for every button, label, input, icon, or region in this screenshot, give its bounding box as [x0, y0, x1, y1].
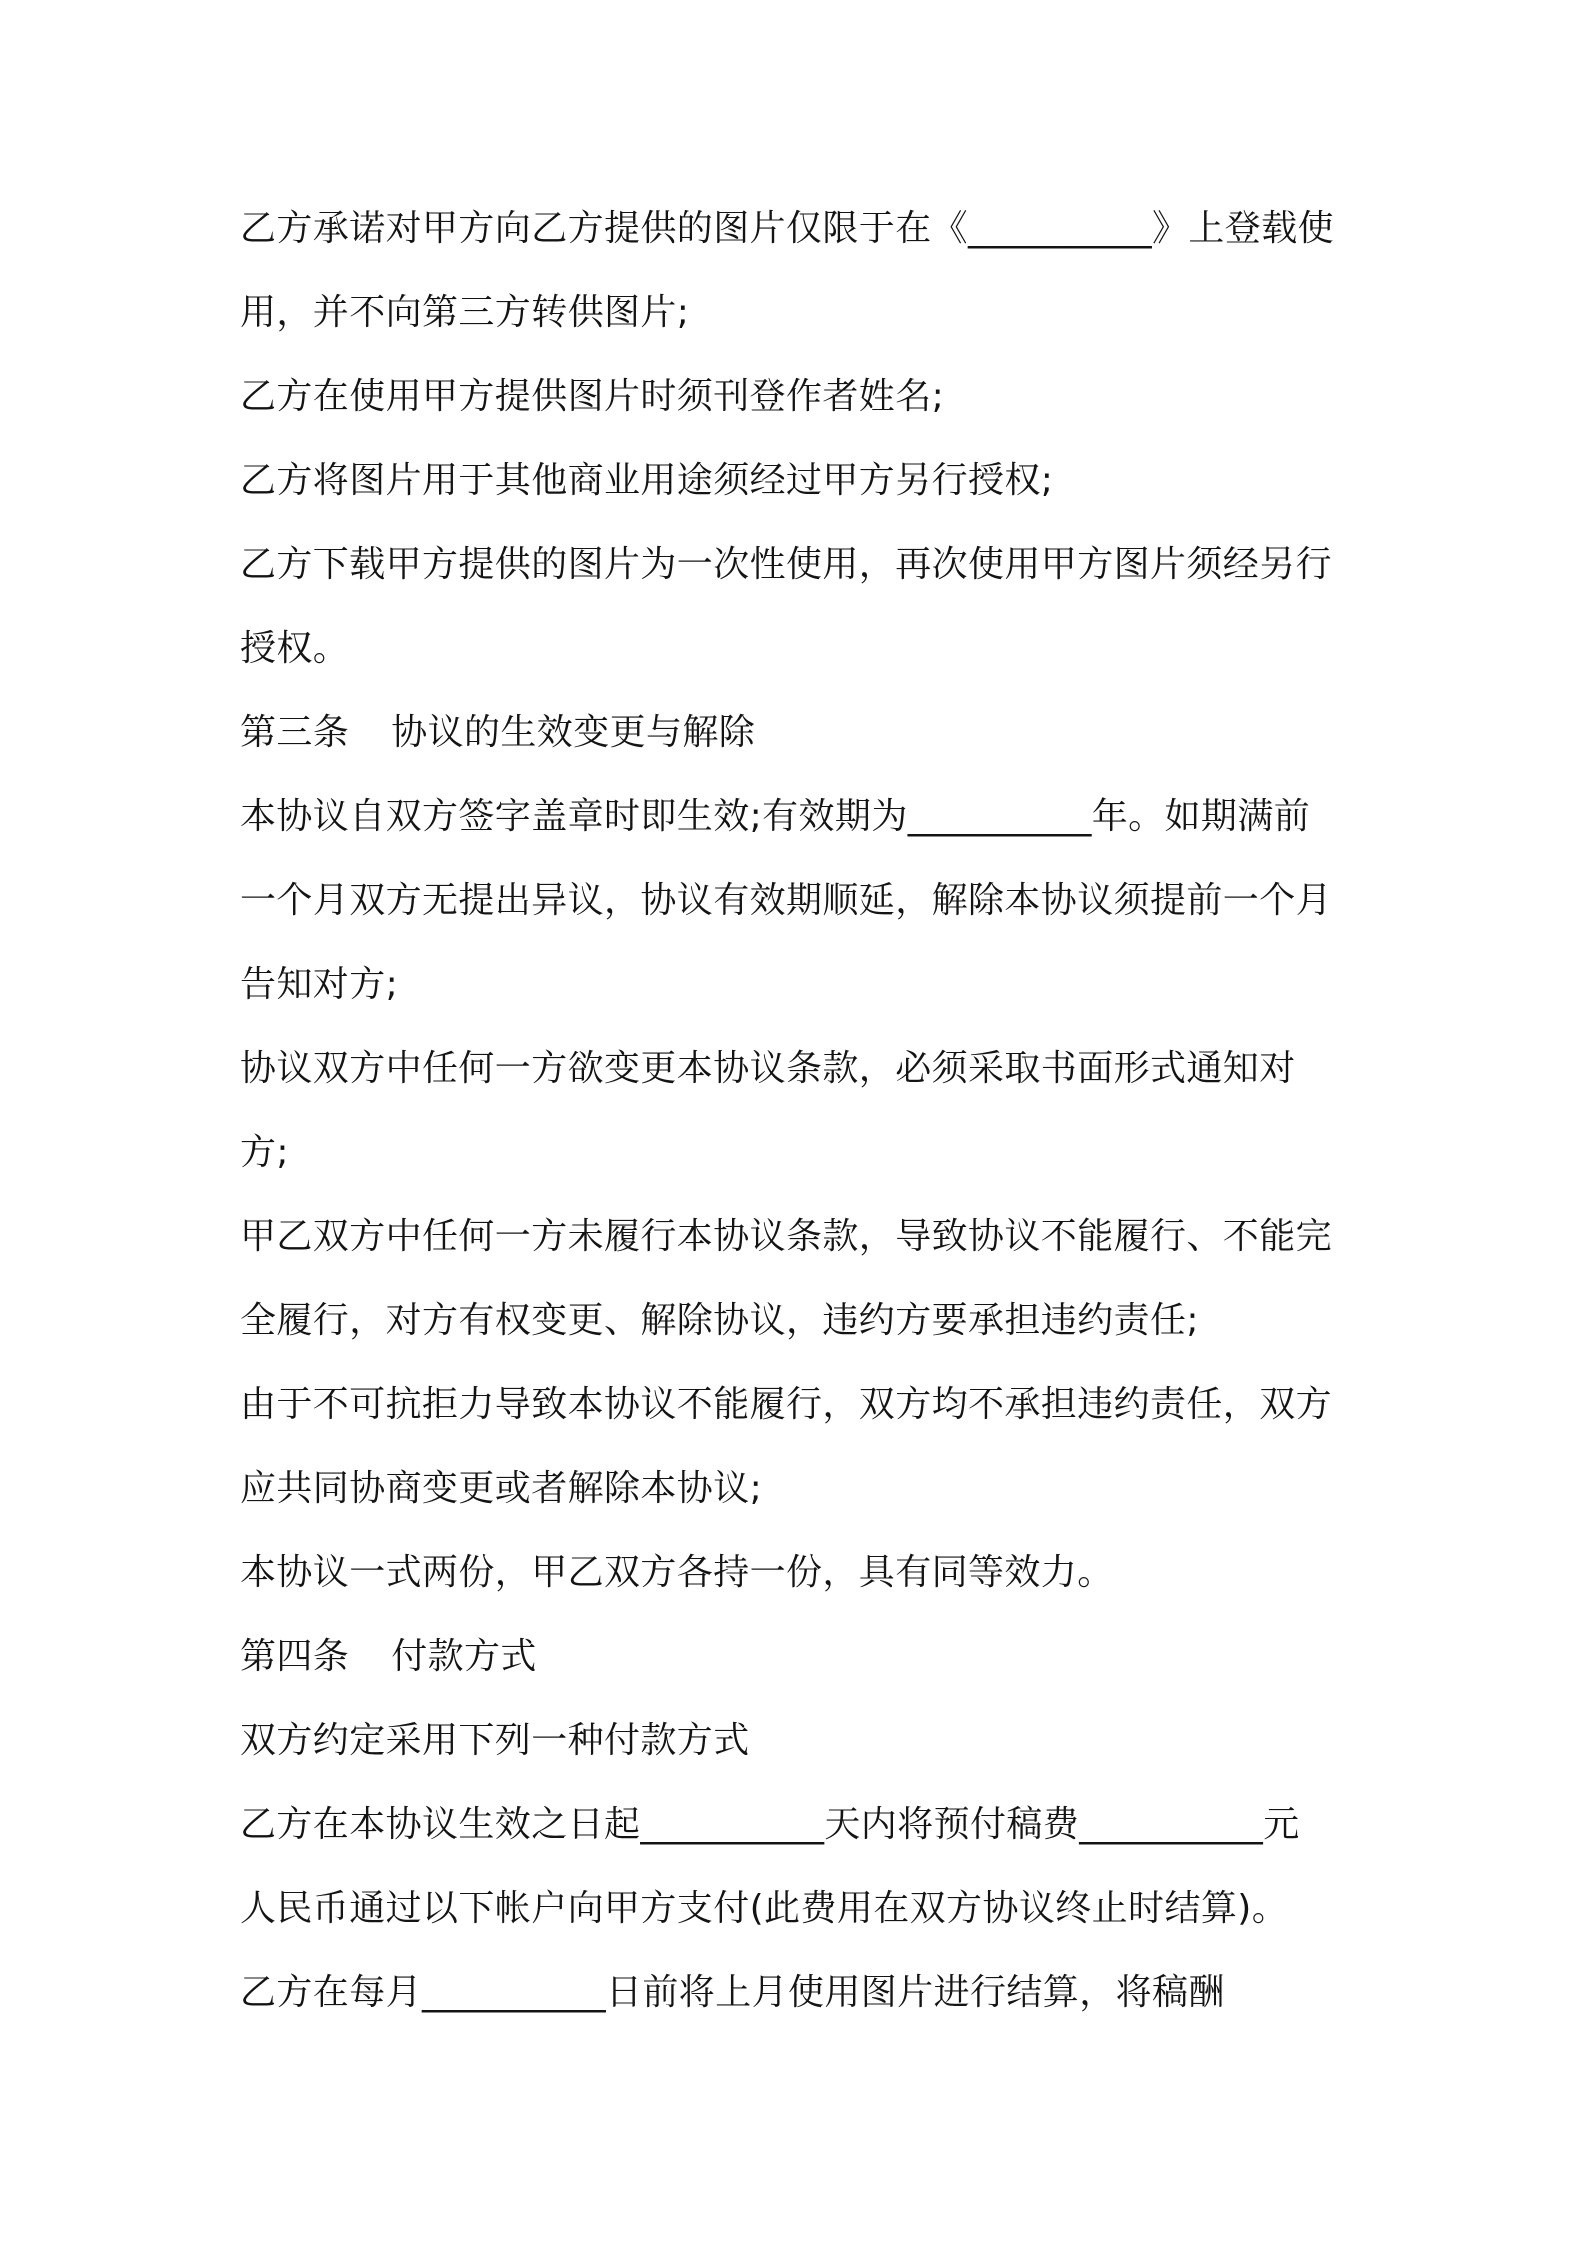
article-four-number: 第四条 — [240, 1636, 350, 1677]
paragraph-line: 乙方在本协议生效之日起__________天内将预付稿费__________元 — [240, 1804, 1300, 1845]
paragraph-line: 由于不可抗拒力导致本协议不能履行，双方均不承担违约责任，双方 — [240, 1384, 1333, 1425]
article-four-heading — [240, 1627, 1360, 1687]
paragraph-line: 甲乙双方中任何一方未履行本协议条款，导致协议不能履行、不能完 — [240, 1216, 1333, 1257]
paragraph-line: 一个月双方无提出异议，协议有效期顺延，解除本协议须提前一个月 — [240, 880, 1333, 921]
article-three-heading — [240, 703, 1360, 763]
paragraph-line: 告知对方; — [240, 964, 399, 1005]
article-four-title: 付款方式 — [391, 1636, 537, 1677]
paragraph-line: 本协议自双方签字盖章时即生效;有效期为__________年。如期满前 — [240, 796, 1311, 837]
paragraph-line: 乙方在使用甲方提供图片时须刊登作者姓名; — [240, 376, 945, 417]
paragraph-line: 乙方下载甲方提供的图片为一次性使用，再次使用甲方图片须经另行 — [240, 544, 1333, 585]
paragraph-line: 授权。 — [240, 628, 350, 669]
paragraph-line: 人民币通过以下帐户向甲方支付(此费用在双方协议终止时结算)。 — [240, 1888, 1289, 1929]
article-three-title: 协议的生效变更与解除 — [391, 712, 756, 753]
paragraph-line: 应共同协商变更或者解除本协议; — [240, 1468, 763, 1509]
paragraph-line: 全履行，对方有权变更、解除协议，违约方要承担违约责任; — [240, 1300, 1199, 1341]
paragraph-line: 协议双方中任何一方欲变更本协议条款，必须采取书面形式通知对 — [240, 1048, 1296, 1089]
article-three-number: 第三条 — [240, 712, 350, 753]
paragraph-line: 双方约定采用下列一种付款方式 — [240, 1720, 750, 1761]
paragraph-line: 本协议一式两份，甲乙双方各持一份，具有同等效力。 — [240, 1552, 1114, 1593]
paragraph-line: 用，并不向第三方转供图片; — [240, 292, 690, 333]
paragraph-line: 乙方将图片用于其他商业用途须经过甲方另行授权; — [240, 460, 1054, 501]
paragraph-line: 乙方在每月__________日前将上月使用图片进行结算，将稿酬 — [240, 1972, 1225, 2013]
paragraph-line: 方; — [240, 1132, 289, 1173]
paragraph-line: 乙方承诺对甲方向乙方提供的图片仅限于在《__________》上登载使 — [240, 208, 1335, 249]
